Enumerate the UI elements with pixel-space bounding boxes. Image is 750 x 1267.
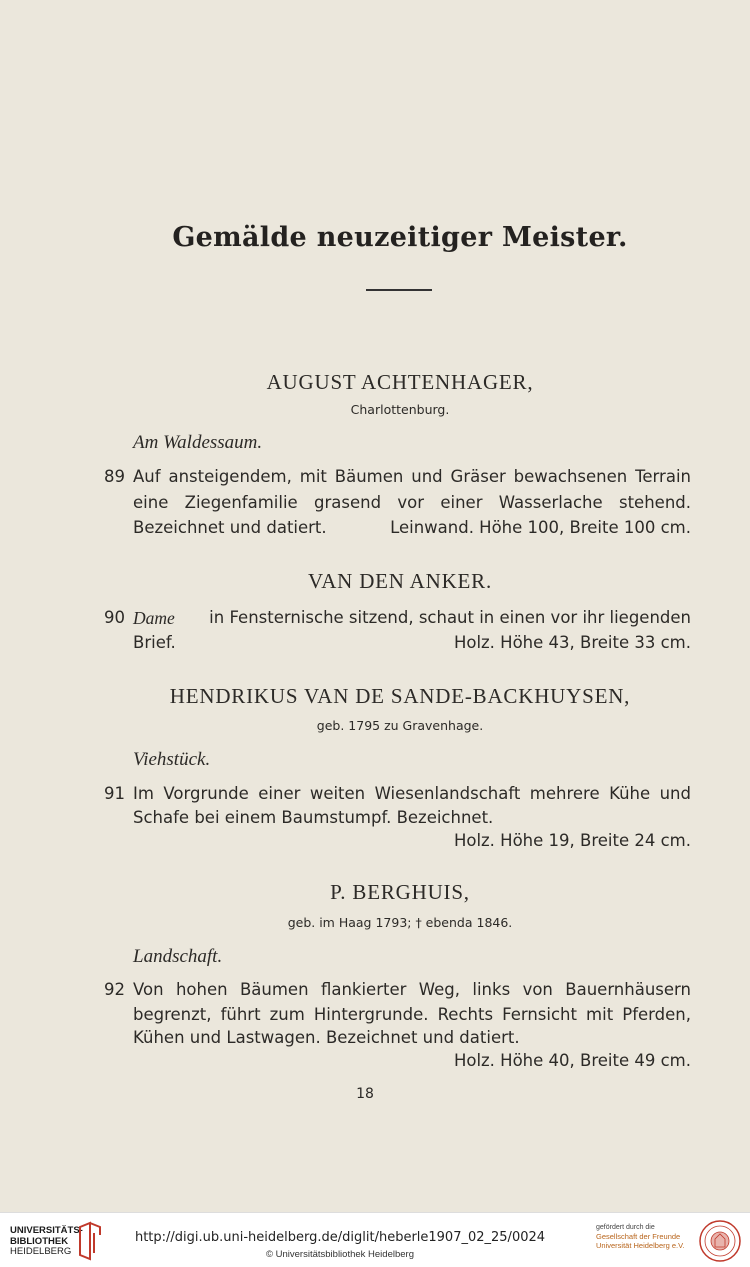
medium-dimensions: Holz. Höhe 40, Breite 49 cm. (453, 1051, 691, 1070)
description-line: eine Ziegenfamilie grasend vor einer Wasserlache stehend. (133, 493, 691, 512)
permalink-url[interactable]: http://digi.ub.uni-heidelberg.de/diglit/heberle1907_02_25/0024 (134, 1230, 546, 1245)
work-title: Landschaft. (133, 946, 223, 967)
work-title: Viehstück. (133, 749, 211, 770)
work-title: Am Waldessaum. (133, 432, 263, 453)
medium-dimensions: Holz. Höhe 43, Breite 33 cm. (453, 633, 691, 652)
title-divider (366, 289, 432, 291)
description-line: Von hohen Bäumen flankierter Weg, links von Bauernhäusern (133, 980, 691, 999)
artist-info: Charlottenburg. (350, 402, 450, 417)
artist-name: P. BERGHUIS, (330, 880, 470, 904)
work-title-inline: Dame (133, 608, 175, 628)
description-line (133, 518, 691, 537)
description-text: Bezeichnet und datiert. (133, 518, 327, 537)
description-line: Auf ansteigendem, mit Bäumen und Gräser bewachsenen Terrain (133, 467, 691, 486)
description-text: Brief. (133, 633, 176, 652)
university-seal-icon (698, 1219, 742, 1263)
description-text: in Fensternische sitzend, schaut in einen vor ihr liegenden (209, 608, 691, 627)
medium-dimensions: Holz. Höhe 19, Breite 24 cm. (453, 831, 691, 850)
library-name[interactable]: UNIVERSITÄTS- BIBLIOTHEK HEIDELBERG (10, 1225, 83, 1257)
artist-name: HENDRIKUS VAN DE SANDE-BACKHUYSEN, (169, 684, 631, 708)
library-logo-icon[interactable] (76, 1221, 104, 1261)
medium-dimensions: Leinwand. Höhe 100, Breite 100 cm. (390, 518, 691, 537)
page-number: 18 (356, 1086, 374, 1102)
description-line: Kühen und Lastwagen. Bezeichnet und datiert. (133, 1028, 520, 1047)
artist-info: geb. 1795 zu Gravenhage. (316, 718, 484, 733)
description-line: Im Vorgrunde einer weiten Wiesenlandschaft mehrere Kühe und (133, 784, 691, 803)
catalog-number: 92 (104, 980, 125, 999)
artist-info: geb. im Haag 1793; † ebenda 1846. (287, 915, 513, 930)
artist-name: AUGUST ACHTENHAGER, (266, 370, 534, 394)
description-line: Schafe bei einem Baumstumpf. Bezeichnet. (133, 808, 494, 827)
digitization-footer (0, 1212, 750, 1267)
description-line (133, 633, 691, 652)
artist-name: VAN DEN ANKER. (307, 569, 493, 593)
sponsor-credit: gefördert durch die Gesellschaft der Freunde Universität Heidelberg e.V. (596, 1224, 685, 1250)
catalog-number: 91 (104, 784, 125, 803)
page-title: Gemälde neuzeitiger Meister. (172, 222, 628, 253)
copyright-notice: © Universitätsbibliothek Heidelberg (266, 1249, 414, 1260)
description-line: begrenzt, führt zum Hintergrunde. Rechts Fernsicht mit Pferden, (133, 1005, 691, 1024)
description-line (133, 608, 691, 629)
catalog-number: 90 (104, 608, 125, 627)
catalog-number: 89 (104, 467, 125, 486)
